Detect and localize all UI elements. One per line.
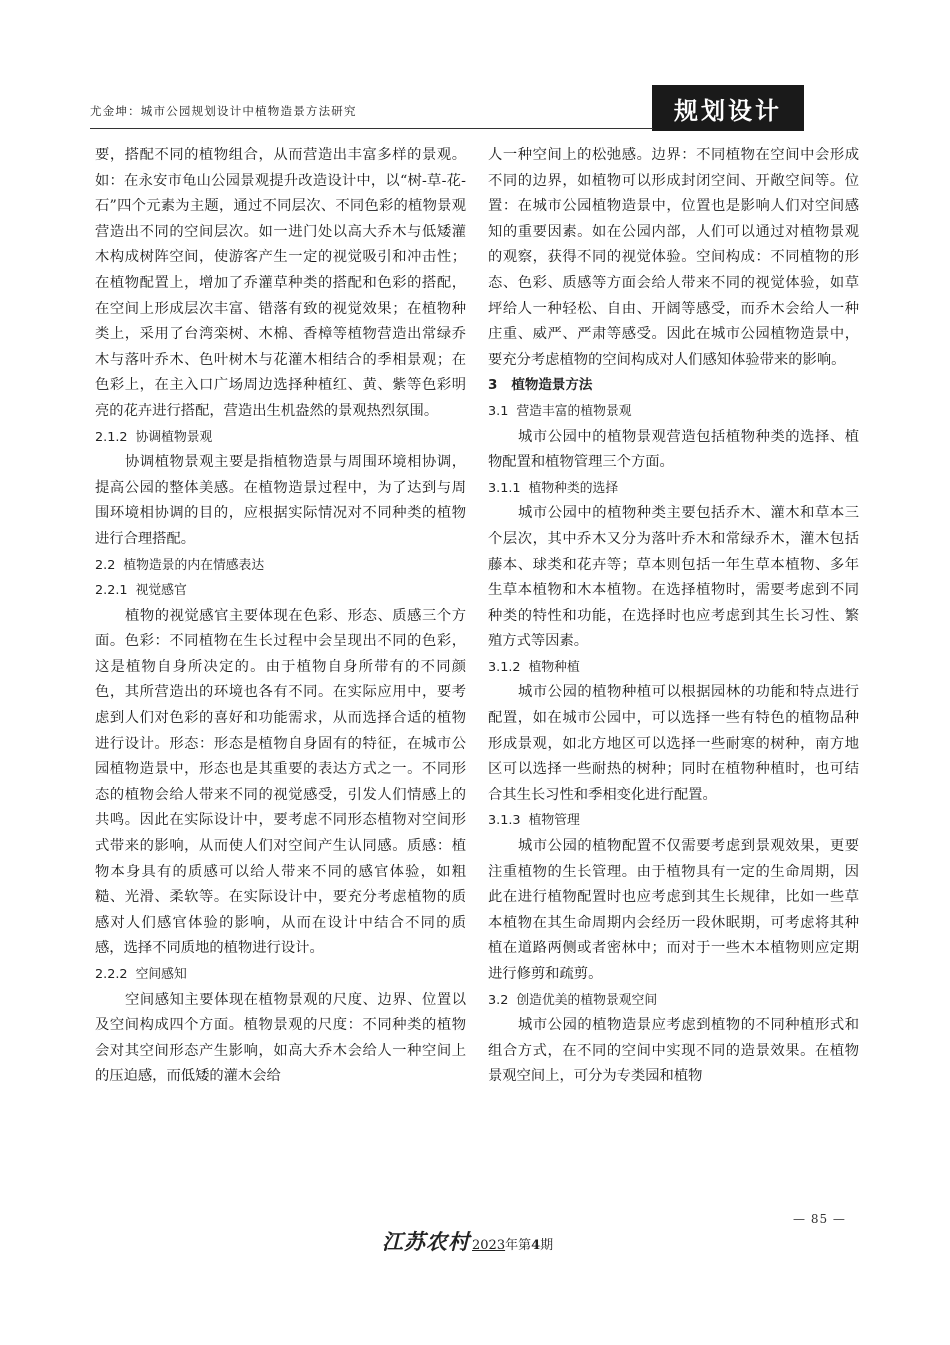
paragraph: 植物的视觉感官主要体现在色彩、形态、质感三个方面。色彩：不同植物在生长过程中会呈现出不同的色彩，这是植物自身所决定的。由于植物自身所带有的不同颜色，其所营造出的环境也各有不同。在实际应用中，要考虑到人们对色彩的喜好和功能需求，从而选择合适的植物进行设计。形态：形态是植物自身固有的特征，在城市公园植物造景中，形态也是其重要的表达方式之一。不同形态的植物会给人带来不同的视觉感受，引发人们情感上的共鸣。因此在实际设计中，要考虑不同形态植物对空间形式带来的影响，从而使人们对空间产生认同感。质感：植物本身具有的质感可以给人带来不同的感官体验，如粗糙、光滑、柔软等。在实际设计中，要充分考虑植物的质感对人们感官体验的影响，从而在设计中结合不同的质感，选择不同质地的植物进行设计。 bbox=[95, 607, 466, 957]
journal-footer bbox=[382, 1226, 553, 1256]
journal-issue-suffix: 期 bbox=[540, 1238, 554, 1253]
paragraph: 城市公园的植物配置不仅需要考虑到景观效果，更要注重植物的生长管理。由于植物具有一定的生命周期，因此在进行植物配置时也应考虑到其生长规律，比如一些草本植物在其生命周期内会经历一段休眠期，可考虑将其种植在道路两侧或者密林中；而对于一些木本植物则应定期进行修剪和疏剪。 bbox=[488, 838, 859, 982]
section-heading bbox=[95, 578, 466, 604]
section-heading bbox=[488, 476, 859, 502]
paragraph: 城市公园的植物造景应考虑到植物的不同种植形式和组合方式，在不同的空间中实现不同的造景效果。在植物景观空间上，可分为专类园和植物 bbox=[488, 1017, 859, 1085]
section-number: 3.1.1 bbox=[488, 480, 521, 496]
page-number: — 85 — bbox=[793, 1212, 846, 1226]
journal-issue: 4 bbox=[531, 1238, 541, 1253]
section-number: 3.1.3 bbox=[488, 813, 521, 829]
section-title: 植物管理 bbox=[528, 813, 580, 829]
section-number: 3.1 bbox=[488, 403, 509, 419]
paragraph: 城市公园的植物种植可以根据园林的功能和特点进行配置，如在城市公园中，可以选择一些有特色的植物品种形成景观，如北方地区可以选择一些耐寒的树种，南方地区可以选择一些耐热的树种；同时在植物种植时，也可结合其生长习性和季相变化进行配置。 bbox=[488, 684, 859, 803]
section-heading bbox=[488, 655, 859, 681]
section-title: 空间感知 bbox=[135, 967, 187, 982]
right-column bbox=[488, 143, 859, 1090]
section-number: 3.1.2 bbox=[488, 659, 521, 675]
section-number: 3.2 bbox=[488, 992, 509, 1008]
running-title: 尤金坤：城市公园规划设计中植物造景方法研究 bbox=[90, 104, 357, 118]
left-column bbox=[95, 143, 466, 1090]
paragraph: 城市公园中的植物种类主要包括乔木、灌木和草本三个层次，其中乔木又分为落叶乔木和常绿乔木，灌木包括藤本、球类和花卉等；草本则包括一年生草本植物、多年生草本植物和木本植物。在选择植物时，需要考虑到不同种类的特性和功能，在选择时也应考虑到其生长习性、繁殖方式等因素。 bbox=[488, 505, 859, 650]
section-heading bbox=[488, 399, 859, 425]
section-number: 2.2.1 bbox=[95, 583, 128, 599]
section-number: 2.2 bbox=[95, 557, 116, 573]
section-heading bbox=[488, 808, 859, 834]
section-heading bbox=[95, 962, 466, 988]
section-heading bbox=[95, 553, 466, 579]
section-title: 创造优美的植物景观空间 bbox=[516, 992, 658, 1008]
journal-year-suffix: 年第 bbox=[505, 1238, 532, 1253]
section-number: 2.1.2 bbox=[95, 429, 128, 445]
section-title: 协调植物景观 bbox=[135, 429, 213, 445]
section-badge: 规划设计 bbox=[652, 85, 804, 131]
section-title: 营造丰富的植物景观 bbox=[516, 403, 632, 419]
section-heading bbox=[95, 425, 466, 451]
journal-name: 江苏农村 bbox=[382, 1229, 470, 1254]
section-heading bbox=[488, 988, 859, 1014]
paragraph: 协调植物景观主要是指植物造景与周围环境相协调，提高公园的整体美感。在植物造景过程中，为了达到与周围环境相协调的目的，应根据实际情况对不同种类的植物进行合理搭配。 bbox=[95, 454, 466, 547]
paragraph: 要，搭配不同的植物组合，从而营造出丰富多样的景观。如：在永安市龟山公园景观提升改造设计中，以“树-草-花-石”四个元素为主题，通过不同层次、不同色彩的植物景观营造出不同的空间层次。如一进门处以高大乔木与低矮灌木构成树阵空间，使游客产生一定的视觉吸引和冲击性；在植物配置上，增加了乔灌草种类的搭配和色彩的搭配，在空间上形成层次丰富、错落有致的视觉效果；在植物种类上，采用了台湾栾树、木棉、香樟等植物营造出常绿乔木与落叶乔木、色叶树木与花灌木相结合的季相景观；在色彩上，在主入口广场周边选择种植红、黄、紫等色彩明亮的花卉进行搭配，营造出生机盎然的景观热烈氛围。 bbox=[95, 147, 466, 419]
journal-year: 2023 bbox=[472, 1238, 506, 1253]
paragraph: 空间感知主要体现在植物景观的尺度、边界、位置以及空间构成四个方面。植物景观的尺度：不同种类的植物会对其空间形态产生影响，如高大乔木会给人一种空间上的压迫感，而低矮的灌木会给 bbox=[95, 991, 466, 1085]
section-title: 植物造景的内在情感表达 bbox=[123, 557, 265, 573]
paragraph: 人一种空间上的松弛感。边界：不同植物在空间中会形成不同的边界，如植物可以形成封闭空间、开敞空间等。位置：在城市公园植物造景中，位置也是影响人们对空间感知的重要因素。如在公园内部，人们可以通过对植物景观的观察，获得不同的视觉体验。空间构成：不同植物的形态、色彩、质感等方面会给人带来不同的视觉体验，如草坪给人一种轻松、自由、开阔等感受，而乔木会给人一种庄重、威严、严肃等感受。因此在城市公园植物造景中，要充分考虑植物的空间构成对人们感知体验带来的影响。 bbox=[488, 147, 859, 368]
header-rule bbox=[90, 128, 653, 129]
section-title: 视觉感官 bbox=[135, 583, 187, 599]
section-title: 植物种植 bbox=[528, 659, 580, 675]
section-number: 3 bbox=[488, 377, 498, 394]
section-number: 2.2.2 bbox=[95, 967, 128, 982]
section-title: 植物种类的选择 bbox=[528, 480, 619, 496]
section-heading bbox=[488, 373, 859, 399]
paragraph: 城市公园中的植物景观营造包括植物种类的选择、植物配置和植物管理三个方面。 bbox=[488, 428, 859, 471]
section-title: 植物造景方法 bbox=[511, 377, 593, 394]
